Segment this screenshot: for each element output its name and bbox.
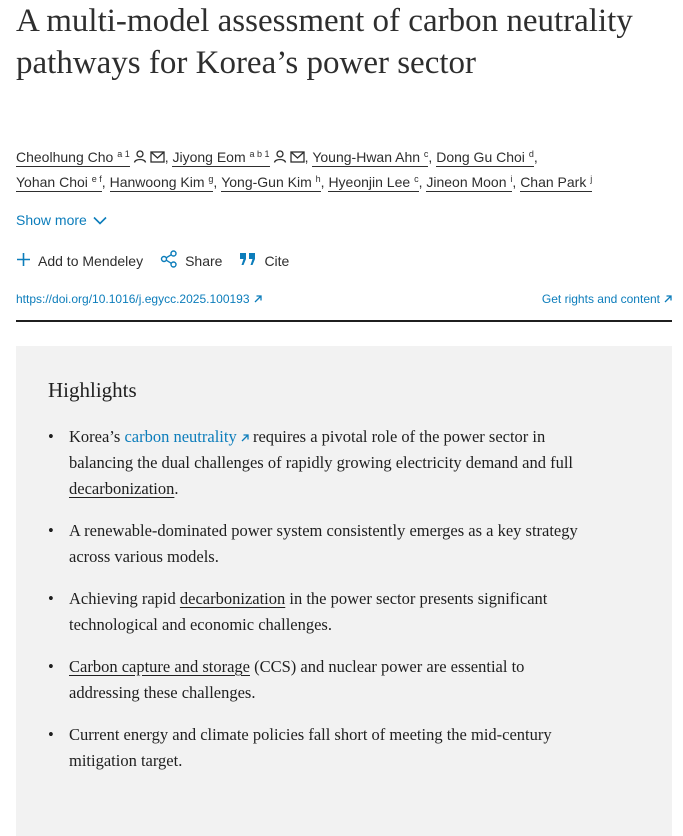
author-link[interactable]: Hyeonjin Lee $^c$	[328, 174, 419, 190]
share-icon	[160, 250, 178, 271]
highlight-item: • Current energy and climate policies fall short of meeting the mid-century mitigation target.	[48, 722, 588, 774]
author-link[interactable]: Cheolhung Cho $^{a 1}$	[16, 149, 130, 165]
share-button[interactable]	[160, 250, 222, 271]
external-link-icon	[254, 292, 262, 306]
carbon-neutrality-link[interactable]: carbon neutrality	[124, 427, 248, 446]
doi-row	[16, 292, 672, 322]
person-icon[interactable]	[273, 146, 287, 170]
mendeley-label: Add to Mendeley	[38, 252, 144, 269]
cite-button[interactable]	[239, 252, 289, 269]
cite-label: Cite	[264, 252, 290, 269]
show-more-label: Show more	[16, 212, 87, 228]
author-link[interactable]: Yohan Choi $^{e f}$	[16, 174, 102, 190]
rights-label: Get rights and content	[541, 292, 660, 306]
rights-link[interactable]	[542, 292, 672, 306]
share-label: Share	[185, 252, 223, 269]
author-link[interactable]: Hanwoong Kim $^g$	[109, 174, 214, 190]
article-actions	[16, 250, 306, 271]
highlight-item: • Korea’s carbon neutrality requires a pivotal role of the power sector in balancing the dual challenges of rapidly growing electricity demand and full decarbonization.	[48, 424, 588, 502]
highlights-list	[48, 424, 588, 790]
author-link[interactable]: Jiyong Eom $^{a b 1}$	[172, 149, 270, 165]
add-to-mendeley-button[interactable]	[16, 252, 143, 270]
person-icon[interactable]	[133, 146, 147, 170]
article-title: A multi-model assessment of carbon neutrality pathways for Korea’s power sector	[16, 3, 633, 81]
author-link[interactable]: Young-Hwan Ahn $^c$	[312, 149, 429, 165]
doi-label: https://doi.org/10.1016/j.egycc.2025.100193	[16, 292, 250, 306]
author-link[interactable]: Dong Gu Choi $^d$	[436, 149, 534, 165]
highlight-item: • Achieving rapid decarbonization in the power sector presents significant technological and economic challenges.	[48, 586, 588, 638]
external-link-icon	[664, 292, 672, 306]
chevron-down-icon	[93, 212, 107, 228]
highlight-item: • Carbon capture and storage (CCS) and nuclear power are essential to addressing these challenges.	[48, 654, 588, 706]
plus-icon	[16, 252, 31, 270]
author-link[interactable]: Yong-Gun Kim $^h$	[221, 174, 321, 190]
decarbonization-term[interactable]: decarbonization	[179, 589, 286, 608]
author-link[interactable]: Chan Park $^j$	[520, 174, 593, 190]
email-icon[interactable]	[290, 146, 305, 170]
show-more-button[interactable]	[16, 212, 107, 228]
highlights-panel	[16, 346, 672, 836]
email-icon[interactable]	[150, 146, 165, 170]
author-list: Cheolhung Cho $^{a 1}$ , Jiyong Eom $^{a b 1}$ , Young-Hwan Ahn $^c$, Dong Gu Choi $^d$, Yohan Choi $^{e f}$, Hanwoong Kim $^g$, Yong-Gun Kim $^h$, Hyeonjin Lee $^c$, Jineon Moon $^i$, Chan Park $^j$	[16, 145, 656, 194]
external-link-icon	[241, 434, 249, 442]
author-link[interactable]: Jineon Moon $^i$	[426, 174, 513, 190]
decarbonization-term[interactable]: decarbonization	[69, 479, 175, 498]
highlight-item: • A renewable-dominated power system consistently emerges as a key strategy across various models.	[48, 518, 588, 570]
quote-icon	[239, 252, 257, 269]
doi-link[interactable]	[16, 292, 262, 306]
ccs-term[interactable]: Carbon capture and storage	[69, 657, 250, 676]
highlights-heading: Highlights	[48, 378, 137, 402]
